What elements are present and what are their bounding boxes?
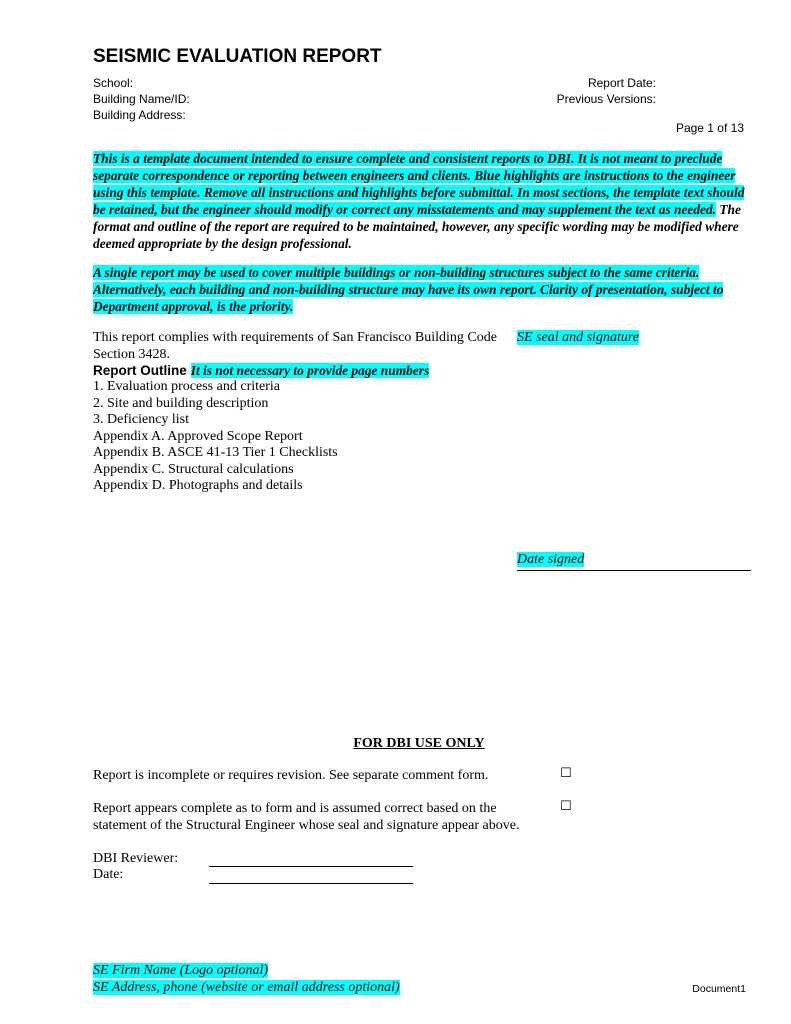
outline-item: Appendix B. ASCE 41-13 Tier 1 Checklists xyxy=(93,445,338,460)
outline-item: Appendix C. Structural calculations xyxy=(93,461,294,477)
header-right xyxy=(540,75,656,107)
date-signed-label: Date signed xyxy=(517,552,585,567)
compliance-text: This report complies with requirements of San Francisco Building Code Section 3428. xyxy=(93,330,497,362)
page-info: Page 1 of 13 xyxy=(675,121,744,135)
instruction-highlight: This is a template document intended to ensure complete and consistent reports to DBI. It is not meant to preclude separate correspondence or reporting between engineers and clients. Blue highlights are instructions to the engineer using this template. Remove all instructions and highlights before submittal. In most sections, the template text should be retained, but the engineer should modify or correct any misstatements and may supplement the text as needed. xyxy=(93,151,745,217)
report-outline xyxy=(93,362,429,495)
outline-item: 1. Evaluation process and criteria xyxy=(93,379,280,394)
instruction-highlight: A single report may be used to cover multiple buildings or non-building structures subject to the same criteria. Alternatively, each building and non-building structure may have its own report. Clarity of presentation, subject to Department approval, is the priority. xyxy=(93,265,724,314)
seal-note xyxy=(517,330,639,347)
intro-plain-text: The format and outline of the report are required to be maintained, however, any specific wording may be modified where deemed appropriate by the design professional. xyxy=(93,202,741,251)
previous-versions-label: Previous Versions: xyxy=(556,92,656,106)
outline-item: Appendix A. Approved Scope Report xyxy=(93,428,303,444)
dbi-date-field[interactable] xyxy=(209,883,413,884)
dbi-reviewer-field[interactable] xyxy=(209,866,413,867)
dbi-option-1-checkbox[interactable]: ☐ xyxy=(560,766,572,781)
page-title: SEISMIC EVALUATION REPORT xyxy=(93,46,382,67)
outline-heading: Report Outline xyxy=(93,363,187,378)
dbi-heading: FOR DBI USE ONLY xyxy=(353,736,485,751)
intro-paragraph-2 xyxy=(93,264,753,315)
outline-list xyxy=(93,379,429,495)
dbi-option-1-text: Report is incomplete or requires revision. See separate comment form. xyxy=(93,768,489,783)
outline-item: 2. Site and building description xyxy=(93,395,269,411)
school-label: School: xyxy=(93,76,134,90)
building-name-label: Building Name/ID: xyxy=(93,92,190,106)
seal-note-text: SE seal and signature xyxy=(517,330,639,345)
header-left xyxy=(93,75,190,123)
date-signed-line xyxy=(517,552,751,571)
report-date-label: Report Date: xyxy=(587,76,656,90)
dbi-option-2-text: Report appears complete as to form and is assumed correct based on the statement of the Structural Engineer whose seal and signature appear above. xyxy=(93,801,520,833)
firm-address: SE Address, phone (website or email address optional) xyxy=(93,979,400,995)
footer-firm xyxy=(93,963,400,996)
firm-name: SE Firm Name (Logo optional) xyxy=(93,963,268,978)
dbi-option-2-checkbox[interactable]: ☐ xyxy=(560,799,572,814)
outline-item: Appendix D. Photographs and details xyxy=(93,478,303,493)
document-name: Document1 xyxy=(692,983,746,995)
outline-item: 3. Deficiency list xyxy=(93,412,190,427)
dbi-date-label: Date: xyxy=(93,867,124,882)
dbi-reviewer-label: DBI Reviewer: xyxy=(93,851,179,866)
outline-heading-row xyxy=(93,362,429,379)
outline-note: It is not necessary to provide page numbers xyxy=(190,363,430,378)
building-address-label: Building Address: xyxy=(93,108,186,122)
intro-paragraph-1 xyxy=(93,150,753,252)
